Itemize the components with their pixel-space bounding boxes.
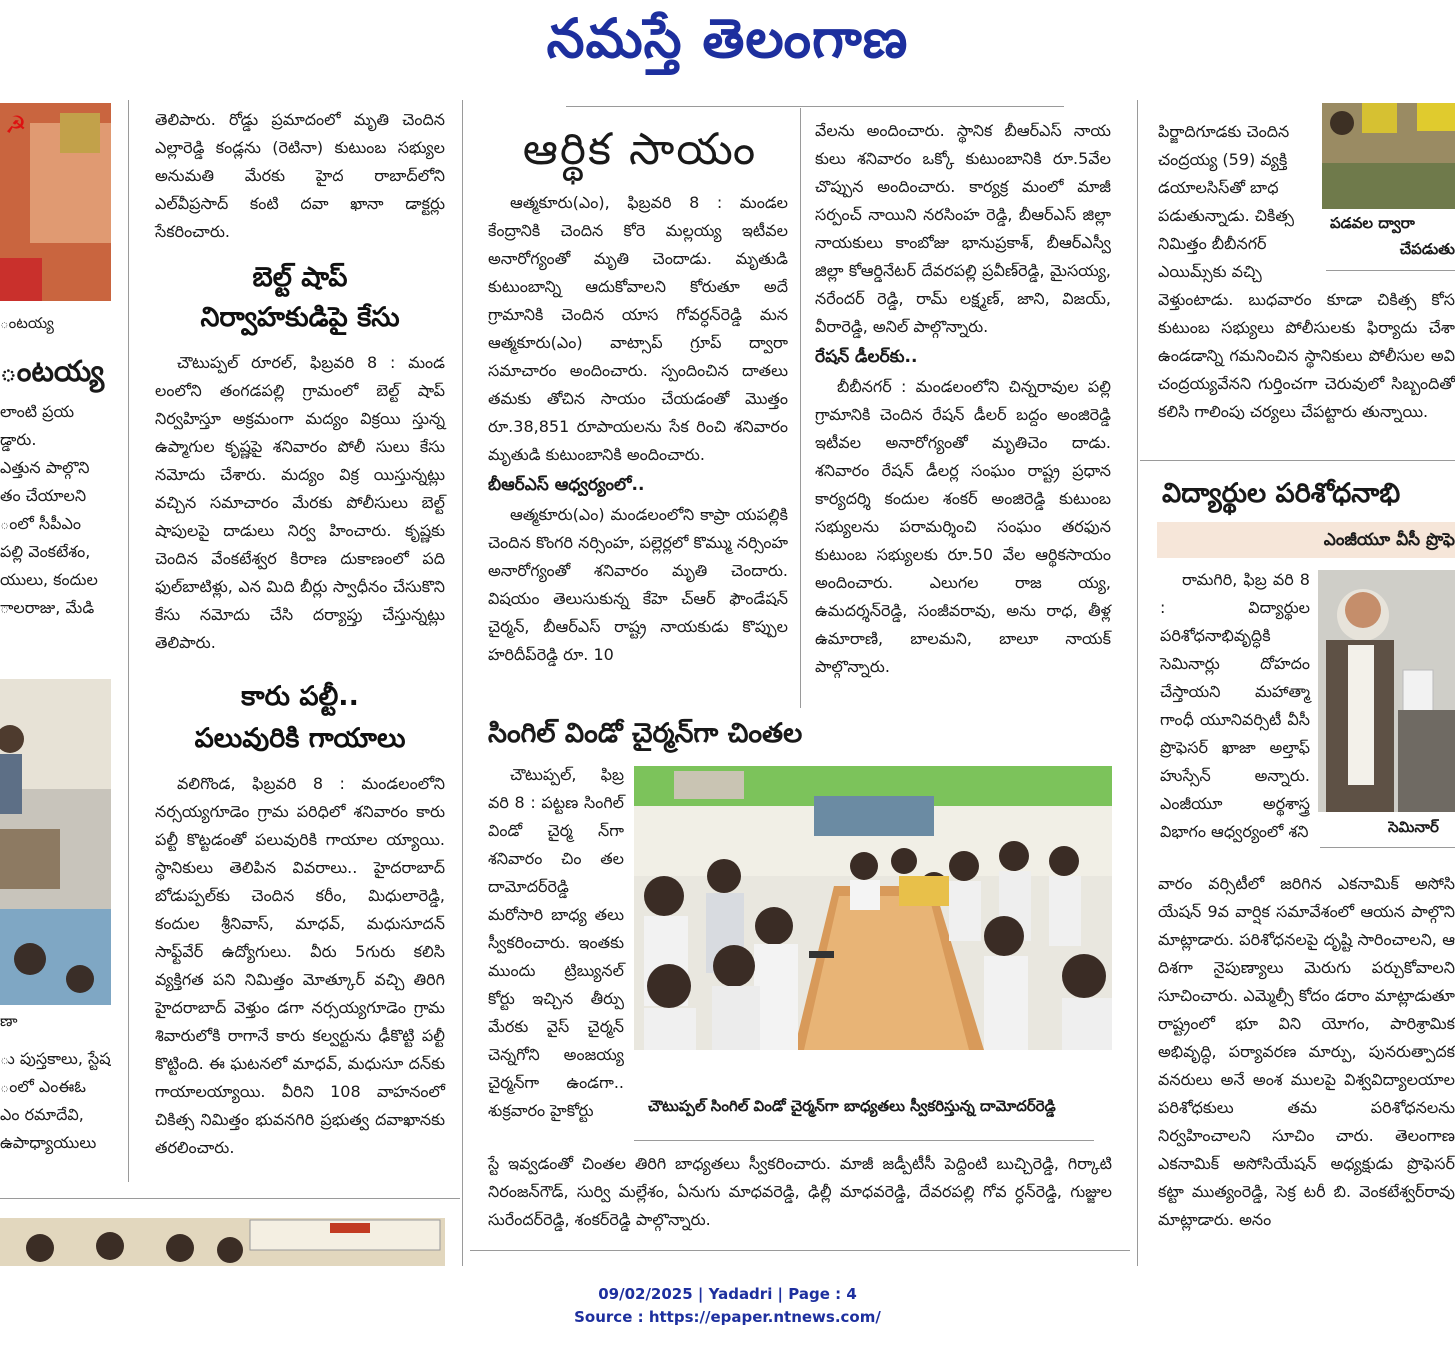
research-story-wide bbox=[1158, 870, 1455, 1234]
section-divider bbox=[0, 1198, 460, 1199]
research-kicker: ఎంజీయూ వీసీ ప్రొఫె bbox=[1157, 522, 1455, 558]
chintala-headline: సింగిల్ విండో చైర్మన్‌గా చింతల bbox=[488, 718, 803, 749]
col3-story bbox=[815, 117, 1111, 681]
left-line: ంలో సీపీఎం bbox=[0, 514, 82, 533]
story-body: వేలను అందించారు. స్థానిక బీఆర్‌ఎస్ నాయ కులు శనివారం ఒక్కో కుటుంబానికి రూ.5వేల చొప్పున అందించారు. కార్యక్ర మంలో మాజీ సర్పంచ్ నాయిని నరసింహ రెడ్డి, బీఆర్‌ఎస్ జిల్లా నాయకులు కాంబోజు భానుప్రకాశ్, బీఆర్‌ఎస్వీ జిల్లా కోఆర్డినేటర్ దేవరపల్లి ప్రవీణ్‌రెడ్డి, మైసయ్య, నరేందర్ రెడ్డి, రామ్ లక్ష్మణ్, జాని, విజయ్, వీరారెడ్డి, అనిల్ పాల్గొన్నారు. bbox=[815, 121, 1111, 336]
chintala-story-narrow bbox=[488, 761, 624, 1125]
section-divider bbox=[566, 106, 1064, 107]
chintala-photo bbox=[634, 766, 1112, 1050]
left-line: తం చేయాలని bbox=[0, 486, 87, 505]
research-story-narrow bbox=[1160, 566, 1310, 846]
car-accident-headline bbox=[150, 676, 450, 760]
belt-shop-headline bbox=[150, 258, 450, 338]
footer-source: Source : https://epaper.ntnews.com/ bbox=[574, 1308, 881, 1326]
left-line: యులు, కందుల bbox=[0, 570, 98, 589]
caption-underline bbox=[1326, 270, 1455, 271]
left-strip-lines-2 bbox=[0, 1045, 111, 1157]
story-body: వారం వర్సిటీలో జరిగిన ఎకనామిక్ అసోసి యేషన్ 9వ వార్షిక సమావేశంలో ఆయన పాల్గొని మాట్లాడారు. పరిశోధనలపై దృష్టి సారించాలని, ఆ దిశగా నైపుణ్యాలు మెరుగు పర్చుకోవాలని సూచించారు. ఎమ్మెల్సీ కోదం డరాం మాట్లాడుతూ రాష్ట్రంలో భూ విని యోగం, పారిశ్రామిక అభివృద్ధి, పర్యావరణ మార్పు, పునరుత్పాదక వనరులు అనే అంశ ములపై విశ్వవిద్యాలయాల పరిశోధకులు తమ పరిశోధనలను నిర్వహించాలని సూచిం చారు. తెలంగాణ ఎకనామిక్ అసోసియేషన్ అధ్యక్షుడు ప్రొఫెసర్ కట్టా ముత్యంరెడ్డి, సెక్ర టరీ బి. వెంకటేశ్వర్‌రావు మాట్లాడారు. అనం bbox=[1158, 874, 1455, 1229]
right-photo-caption-1: పడవల ద్వారా bbox=[1330, 214, 1415, 232]
left-line: ఉపాధ్యాయులు bbox=[0, 1133, 97, 1152]
chintala-photo-caption: చౌటుప్పల్ సింగిల్ విండో చైర్మన్‌గా బాధ్యతలు స్వీకరిస్తున్న దామోదర్‌రెడ్డి bbox=[648, 1097, 1056, 1115]
left-photo-top bbox=[0, 103, 111, 301]
story-body: బీబీనగర్ : మండలంలోని చిన్నరావుల పల్లి గ్రామానికి చెందిన రేషన్ డీలర్ బద్దం అంజిరెడ్డి ఇటీవల అనారోగ్యంతో మృతిచెం దాడు. శనివారం రేషన్ డీలర్ల సంఘం రాష్ట్ర ప్రధాన కార్యదర్శి కందుల శంకర్ అంజిరెడ్డి కుటుంబ సభ్యులను పరామర్శించి సంఘం తరఫున కుటుంబ సభ్యులకు రూ.50 వేల ఆర్థికసాయం అందించారు. ఎలుగల రాజ య్య, ఉమదర్శన్‌రెడ్డి, సంజీవరావు, అను రాధ, తీళ్ల ఉమారాణి, బాలమని, బాలూ నాయక్ పాల్గొన్నారు. bbox=[815, 377, 1111, 676]
seminar-caption: సెమినార్ bbox=[1388, 818, 1439, 836]
left-line: ాలరాజు, మేడి bbox=[0, 598, 95, 617]
left-line: ు పుస్తకాలు, స్టేష bbox=[0, 1049, 111, 1068]
left-line: ఎత్తున పాల్గొని bbox=[0, 458, 90, 477]
left-strip-lines bbox=[0, 398, 111, 622]
right-line: డయాలసిస్‌తో బాధ bbox=[1158, 178, 1279, 197]
headline-line: పలువురికి గాయాలు bbox=[194, 723, 406, 754]
story-body: ఆత్మకూరు(ఎం), ఫిబ్రవరి 8 : మండల కేంద్రానికి చెందిన కోరె మల్లయ్య ఇటీవల అనారోగ్యంతో మృతి చెందాడు. మృతుడి కుటుంబాన్ని ఆదుకోవాలని కోరుతూ అదే గ్రామానికి చెందిన యాస గోవర్ధన్‌రెడ్డి మన ఆత్మకూరు(ఎం) వాట్సాప్ గ్రూప్ ద్వారా సమాచారం అందించారు. స్పందించిన దాతలు తమకు తోచిన సాయం చేయడంతో మొత్తం రూ.38,851 రూపాయలను సేక రించి శనివారం మృతుడి కుటుంబానికి అందించారు. bbox=[488, 193, 788, 464]
story-body: రామగిరి, ఫిబ్ర వరి 8 : విద్యార్థుల పరిశోధనాభివృద్ధికి సెమినార్లు దోహదం చేస్తాయని మహాత్మా గాంధీ యూనివర్సిటీ వీసీ ప్రొఫెసర్ ఖాజా అల్తాఫ్ హుస్సేన్ అన్నారు. ఎంజీయూ అర్థశాస్త్ర విభాగం ఆధ్వర్యంలో శని bbox=[1160, 570, 1310, 841]
caption-underline bbox=[634, 1140, 1094, 1141]
story-body: వెళ్తుంటాడు. బుధవారం కూడా చికిత్స కోస కుటుంబ సభ్యులు పోలీసులకు ఫిర్యాదు చేశా ఉండడాన్ని గమనించిన స్థానికులు పోలీసుల అవి చంద్రయ్యవేనని గుర్తించగా చెరువులో సిబ్బందితో కలిసి గాలింపు చర్యలు చేపట్టారు తున్నాయి. bbox=[1158, 290, 1455, 421]
story-body: ఆత్మకూరు(ఎం) మండలంలోని కాప్రా యపల్లికి చెందిన కొంగరి నర్సింహ, పల్లెర్లలో కొమ్ము నర్సింహ అనారోగ్యంతో శనివారం మృతి చెందారు. విషయం తెలుసుకున్న కేహె చ్‌ఆర్ ఫౌండేషన్ చైర్మన్, బీఆర్‌ఎస్ రాష్ట్ర నాయకుడు కొప్పుల హరిదీప్‌రెడ్డి రూ. 10 bbox=[488, 505, 788, 664]
footer-date-edition: 09/02/2025 | Yadadri | Page : 4 bbox=[598, 1285, 857, 1303]
section-divider bbox=[470, 1250, 1130, 1251]
headline-line: బెల్ట్ షాప్ bbox=[252, 262, 348, 293]
financial-aid-headline: ఆర్థిక సాయం bbox=[522, 124, 758, 175]
column-divider bbox=[462, 100, 463, 1266]
left-line: డ్డారు. bbox=[0, 430, 37, 449]
left-photo-top-graphic bbox=[0, 103, 111, 301]
column-divider bbox=[1137, 100, 1138, 1266]
research-headline: విద్యార్థుల పరిశోధనాభి bbox=[1162, 478, 1401, 509]
left-line: ఎం రమాదేవి, bbox=[0, 1105, 84, 1124]
bottom-left-photo bbox=[0, 1218, 445, 1266]
right-line: చంద్రయ్య (59) వ్యక్తి bbox=[1158, 150, 1288, 169]
story-body: స్టే ఇవ్వడంతో చింతల తిరిగి బాధ్యతలు స్వీకరించారు. మాజీ జడ్పీటీసీ పెద్దింటి బుచ్చిరెడ్డి, గిర్కాటి నిరంజన్‌గౌడ్, సుర్వి మల్లేశం, ఏనుగు మాధవరెడ్డి, ఢిల్లీ మాధవరెడ్డి, దేవరపల్లి గోవ ర్ధన్‌రెడ్డి, గుజ్జుల సురేందర్‌రెడ్డి, శంకర్‌రెడ్డి పాల్గొన్నారు. bbox=[488, 1154, 1112, 1229]
left-photo-middle-graphic bbox=[0, 679, 111, 1005]
seminar-photo-graphic bbox=[1318, 570, 1455, 812]
story-continuation: తెలిపారు. రోడ్డు ప్రమాదంలో మృతి చెందిన ఎల్లారెడ్డి కండ్లను (రెటినా) కుటుంబ సభ్యుల అనుమతి మేరకు హైద రాబాద్‌లోని ఎల్‌వీప్రసాద్ కంటి దవా ఖానా డాక్టర్లు సేకరించారు. bbox=[155, 110, 445, 241]
right-line: నిమిత్తం బీబీనగర్ bbox=[1158, 234, 1267, 253]
headline-line: కారు పల్టీ.. bbox=[241, 681, 359, 712]
car-accident-story bbox=[155, 770, 445, 1162]
bottom-left-photo-graphic bbox=[0, 1218, 445, 1266]
story-body: చౌటుప్పల్ రూరల్, ఫిబ్రవరి 8 : మండ లంలోని తంగడపల్లి గ్రామంలో బెల్ట్ షాప్ నిర్వహిస్తూ అక్రమంగా మద్యం విక్రయి స్తున్న ఉప్మాగుల కృష్ణపై శనివారం పోలీ సులు కేసు నమోదు చేశారు. మద్యం విక్ర యిస్తున్నట్లు వచ్చిన సమాచారం మేరకు పోలీసులు బెల్ట్ షాపులపై దాడులు నిర్వ హించారు. కృష్ణకు చెందిన వేంకటేశ్వర కిరాణ దుకాణంలో పది ఫుల్‌బాటిళ్లు, ఎన మిది బీర్లు స్వాధీనం చేసుకొని కేసు నమోదు చేసి దర్యాప్తు చేస్తున్నట్లు తెలిపారు. bbox=[155, 353, 445, 652]
left-strip-caption: ంటయ్య bbox=[0, 314, 54, 332]
left-line: లాంటి ప్రయ bbox=[0, 402, 75, 421]
column-divider bbox=[800, 108, 801, 708]
belt-shop-story bbox=[155, 349, 445, 657]
right-top-narrow bbox=[1158, 118, 1313, 286]
right-line: పిర్జాదిగూడకు చెందిన bbox=[1158, 122, 1290, 141]
right-photo-caption-2: చేపడుతు bbox=[1399, 240, 1455, 258]
left-strip-headline: ంటయ్య bbox=[0, 354, 105, 388]
column-divider bbox=[128, 100, 129, 1182]
left-photo-middle bbox=[0, 679, 111, 1005]
chintala-photo-graphic bbox=[634, 766, 1112, 1050]
right-top-photo bbox=[1322, 103, 1455, 209]
left-line: పల్లి వెంకటేశం, bbox=[0, 542, 91, 561]
section-divider bbox=[1140, 460, 1455, 461]
left-strip-caption-2: ణా bbox=[0, 1012, 18, 1030]
right-wide-story bbox=[1158, 286, 1455, 454]
story-subhead: రేషన్ డీలర్‌కు.. bbox=[815, 347, 918, 367]
masthead-logo: నమస్తే తెలంగాణ bbox=[546, 7, 909, 70]
left-line: ంలో ఎంఈఓ bbox=[0, 1077, 86, 1096]
story-subhead: బీఆర్‌ఎస్ ఆధ్వర్యంలో.. bbox=[488, 475, 645, 495]
svg-text:☭: ☭ bbox=[5, 111, 27, 139]
right-line: పడుతున్నాడు. చికిత్స bbox=[1158, 206, 1294, 225]
headline-line: నిర్వాహకుడిపై కేసు bbox=[200, 302, 400, 333]
seminar-photo bbox=[1318, 570, 1455, 812]
chintala-story-wide bbox=[488, 1150, 1112, 1234]
story-body: చౌటుప్పల్, ఫిబ్ర వరి 8 : పట్టణ సింగిల్ విండో చైర్మ న్‌గా శనివారం చిం తల దామోదర్‌రెడ్డి మరోసారి బాధ్య తలు స్వీకరించారు. ఇంతకు ముందు ట్రిబ్యునల్ కోర్టు ఇచ్చిన తీర్పు మేరకు వైస్ చైర్మన్ చెన్నగోని అంజయ్య చైర్మన్‌గా ఉండగా.. శుక్రవారం హైకోర్టు bbox=[488, 765, 624, 1120]
story-body: వలిగొండ, ఫిబ్రవరి 8 : మండలంలోని నర్సయ్యగూడెం గ్రామ పరిధిలో శనివారం కారు పల్టీ కొట్టడంతో పలువురికి గాయాల య్యాయి. స్థానికులు తెలిపిన వివరాలు.. హైదరాబాద్ బోడుప్పల్‌కు చెందిన కరీం, మిధులారెడ్డి, కందుల శ్రీనివాస్, మాధవ్, మధుసూదన్ సాఫ్ట్‌వేర్ ఉద్యోగులు. వీరు 5గురు కలిసి వ్యక్తిగత పని నిమిత్తం మోత్కూర్ వచ్చి తిరిగి హైదరాబాద్ వెళ్తుం డగా నర్సయ్యగూడెం గ్రామ శివారులోకి రాగానే కారు కల్వర్టును ఢీకొట్టి పల్టీ కొట్టింది. ఈ ఘటనలో మాధవ్, మధుసూ దన్‌కు గాయాలయ్యాయి. వీరిని 108 వాహనంలో చికిత్స నిమిత్తం భువనగిరి ప్రభుత్వ దవాఖానకు తరలించారు. bbox=[155, 774, 445, 1157]
caption-underline bbox=[1320, 847, 1455, 848]
financial-aid-story bbox=[488, 189, 788, 669]
col1-top-text bbox=[155, 106, 445, 246]
right-line: ఎయిమ్స్‌కు వచ్చి bbox=[1158, 262, 1262, 281]
right-top-photo-graphic bbox=[1322, 103, 1455, 209]
